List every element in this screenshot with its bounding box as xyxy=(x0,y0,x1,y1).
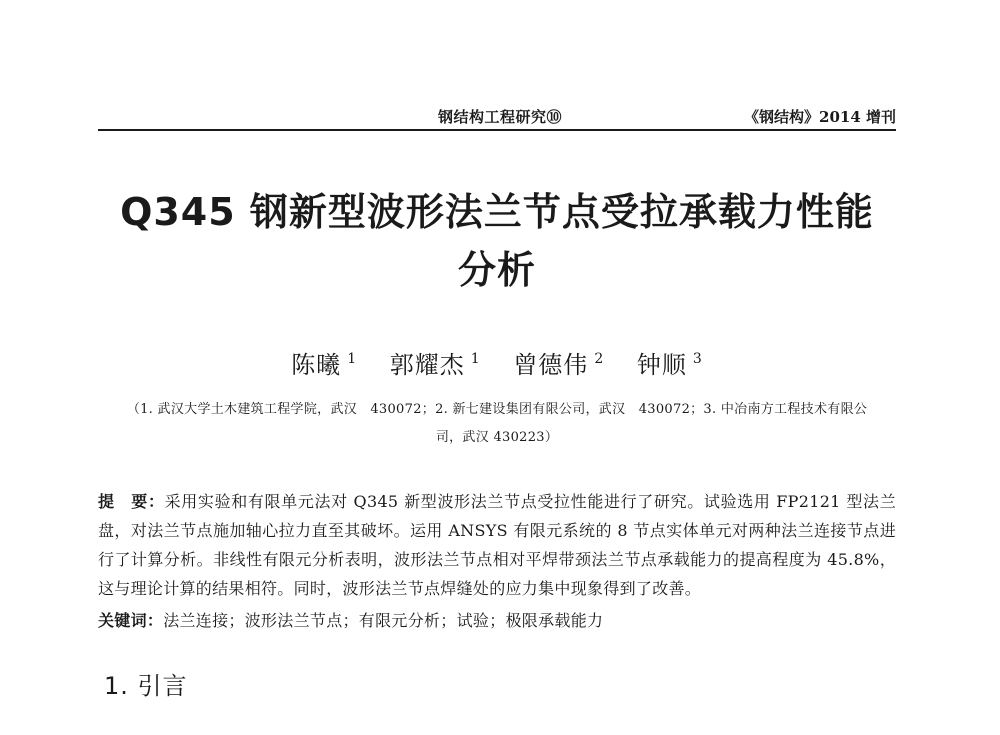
keywords-text: 法兰连接；波形法兰节点；有限元分析；试验；极限承载能力 xyxy=(163,611,604,630)
running-header xyxy=(98,102,896,130)
title-line-2: 分析 xyxy=(457,248,536,292)
author xyxy=(390,345,481,380)
series-title: 钢结构工程研究⑩ xyxy=(438,108,563,126)
affiliation-line-2: 司，武汉 430223） xyxy=(435,430,559,445)
author xyxy=(637,345,703,380)
abstract xyxy=(98,487,896,603)
abstract-label: 提 要： xyxy=(98,492,165,511)
author-name: 钟顺 xyxy=(636,351,687,379)
journal-title: 《钢结构》2014 增刊 xyxy=(744,108,896,126)
header-rule xyxy=(98,129,896,131)
keywords-label: 关键词： xyxy=(98,611,164,630)
abstract-text: 采用实验和有限单元法对 Q345 新型波形法兰节点受拉性能进行了研究。试验选用 FP2121 型法兰盘，对法兰节点施加轴心拉力直至其破坏。运用 ANSYS 有限元系统的 8 节点实体单元对两种法兰连接节点进行了计算分析。非线性有限元分析表明，波形法兰节点相对平焊带颈法兰节点承载能力的提高程度为 45.8%，这与理论计算的结果相符。同时，波形法兰节点焊缝处的应力集中现象得到了改善。 xyxy=(98,492,897,598)
author-name: 郭耀杰 xyxy=(389,351,465,379)
author xyxy=(513,345,604,380)
author xyxy=(291,345,357,380)
author-name: 陈曦 xyxy=(291,351,342,379)
affiliation-line-1: （1. 武汉大学土木建筑工程学院，武汉 430072；2. 新七建设集团有限公司，武汉 430072；3. 中冶南方工程技术有限公 xyxy=(126,402,868,417)
section-heading: 1. 引言 xyxy=(104,672,188,700)
author-affiliation-mark: 1 xyxy=(470,351,481,367)
author-affiliation-mark: 1 xyxy=(347,351,358,367)
paper-title xyxy=(98,183,896,299)
title-line-1: Q345 钢新型波形法兰节点受拉承载力性能 xyxy=(120,190,874,234)
author-affiliation-mark: 2 xyxy=(594,351,605,367)
author-affiliation-mark: 3 xyxy=(692,351,703,367)
affiliations xyxy=(98,396,896,452)
keywords xyxy=(98,606,896,635)
author-name: 曾德伟 xyxy=(513,351,589,379)
author-list xyxy=(98,345,896,380)
